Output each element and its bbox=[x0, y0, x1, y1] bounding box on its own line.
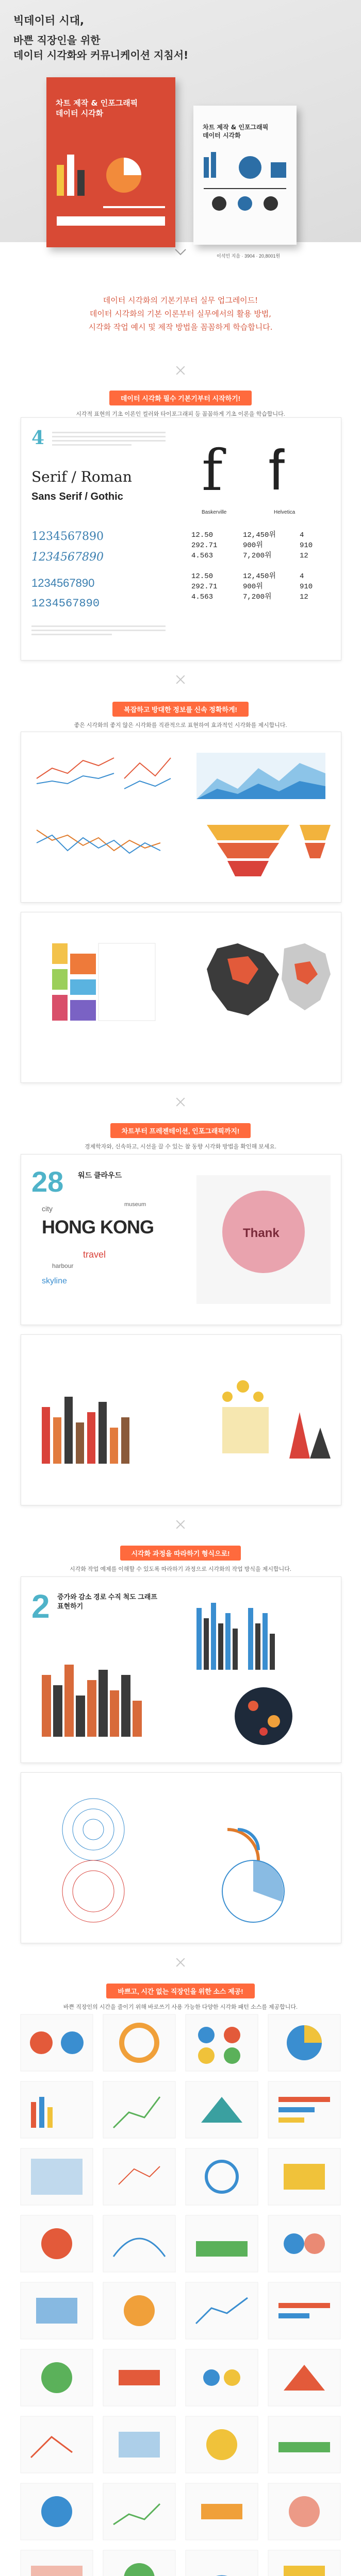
section-divider-x bbox=[176, 366, 185, 375]
svg-text:skyline: skyline bbox=[42, 1277, 67, 1285]
number-sample-2: 1234567890 bbox=[31, 551, 104, 564]
section-2-preview-a bbox=[21, 732, 341, 903]
book-red-illustration bbox=[46, 134, 175, 237]
serif-sample: Serif / Roman bbox=[31, 468, 132, 485]
hero-banner bbox=[0, 0, 361, 259]
svg-text:travel: travel bbox=[83, 1249, 106, 1260]
step-by-step-illustration bbox=[21, 1577, 341, 1762]
intro-line3: 시각화 작업 예시 및 제작 방법을 꼼꼼하게 학습합니다. bbox=[88, 323, 273, 332]
section-3-preview-b bbox=[21, 1334, 341, 1505]
section-1-preview: 4 Serif / Roman Sans Serif / Gothic 1234567890 1234567890 1234567890 1234567890 f f Baskerville Helvetica 12.50 292.71 4.563 12,450위 900위 7,200위 4 910 12 12.50 292.71 4.563 12,450위 900위 7,200위 4 910 12 bbox=[21, 417, 341, 660]
hero-title-line2: 바쁜 직장인을 위한 데이터 시각화와 커뮤니케이션 지침서! bbox=[13, 34, 189, 61]
intro-line1: 데이터 시각화의 기본기부터 실무 업그레이드! bbox=[103, 296, 258, 305]
section-2-subtitle: 좋은 시각화의 좋지 않은 시각화를 직관적으로 표현하여 효과적인 시각화를 제시합니다. bbox=[74, 722, 287, 728]
chart-source-thumbnails bbox=[21, 2014, 340, 2576]
chart-spread-illustration bbox=[21, 732, 341, 902]
section-5-subtitle: 바쁜 직장인의 시간을 줄이기 위해 바로쓰기 사용 가능한 다양한 시각화 패턴 소스를 제공합니다. bbox=[63, 2004, 298, 2010]
font-label-a: Baskerville bbox=[202, 510, 227, 515]
section-divider-x bbox=[176, 1520, 185, 1529]
number-sample-4: 1234567890 bbox=[31, 597, 100, 610]
number-sample-1: 1234567890 bbox=[31, 530, 104, 543]
section-divider-x bbox=[176, 1097, 185, 1107]
book-white-title: 차트 제작 & 인포그래픽 데이터 시각화 bbox=[203, 124, 269, 139]
section-4-subtitle: 시각화 작업 예제를 이해할 수 있도록 따라하기 과정으로 시각화의 작업 방식을 제시합니다. bbox=[70, 1566, 291, 1572]
section-divider-x bbox=[176, 675, 185, 684]
intro-line2: 데이터 시각화의 기본 이론부터 실무에서의 활용 방법, bbox=[89, 309, 272, 318]
glyph-sans: f bbox=[269, 438, 285, 502]
glyph-serif: f bbox=[202, 437, 223, 503]
section-4-pill: 시각화 과정을 따라하기 형식으로! bbox=[120, 1546, 241, 1561]
chapter-title: 워드 클라우드 bbox=[78, 1171, 122, 1179]
section-5-header bbox=[21, 1984, 340, 2011]
svg-text:Thank: Thank bbox=[243, 1226, 280, 1240]
book-red-title: 차트 제작 & 인포그래픽 데이터 시각화 bbox=[56, 98, 138, 118]
chapter-number: 4 bbox=[31, 427, 45, 449]
section-2-preview-b bbox=[21, 912, 341, 1083]
section-3-preview-a bbox=[21, 1154, 341, 1325]
radial-chart-illustration bbox=[21, 1773, 341, 1943]
book-cover-white bbox=[193, 106, 297, 245]
section-divider-x bbox=[176, 1958, 185, 1967]
chevron-down-icon bbox=[170, 242, 191, 263]
section-4-preview-a bbox=[21, 1577, 341, 1763]
chapter-title: 증가와 감소 경로 수직 척도 그래프 표현하기 bbox=[57, 1593, 157, 1610]
hero-title-highlight: 데이터 시각화와 커뮤니케이션 지침서! bbox=[13, 49, 189, 61]
sans-sample: Sans Serif / Gothic bbox=[31, 491, 123, 502]
chapter-number: 28 bbox=[31, 1165, 64, 1198]
section-3-subtitle: 경제학자와, 신속하고, 시선을 끌 수 있는 참 동향 시각화 방법을 확인해 보세요. bbox=[84, 1144, 277, 1150]
word-cloud-main: HONG KONG bbox=[42, 1216, 154, 1238]
infographic-spread bbox=[21, 1335, 341, 1505]
text-lines bbox=[31, 623, 166, 638]
text-lines bbox=[52, 429, 166, 448]
intro-text bbox=[0, 294, 361, 334]
chart-spread-illustration-2 bbox=[21, 912, 341, 1082]
svg-text:museum: museum bbox=[124, 1201, 146, 1208]
section-2-header bbox=[21, 702, 340, 729]
font-label-b: Helvetica bbox=[274, 510, 296, 515]
section-3-header bbox=[21, 1123, 340, 1150]
svg-text:harbour: harbour bbox=[52, 1262, 74, 1269]
section-2-pill: 복잡하고 방대한 정보를 신속 정확하게! bbox=[112, 702, 249, 717]
section-3-pill: 차트부터 프레젠테이션, 인포그래픽까지! bbox=[110, 1123, 251, 1138]
section-1-header bbox=[21, 391, 340, 418]
source-thumbnails-grid bbox=[21, 2014, 340, 2576]
book-white-illustration bbox=[193, 147, 297, 234]
section-1-subtitle: 시각적 표현의 기초 이론인 컬러와 타이포그래피 등 꼼꼼하게 기초 이론을 학습합니다. bbox=[76, 411, 285, 417]
section-4-preview-b bbox=[21, 1772, 341, 1943]
number-sample-3: 1234567890 bbox=[31, 577, 95, 589]
word-cloud-illustration bbox=[21, 1155, 341, 1325]
hero-title-line1: 빅데이터 시대, bbox=[13, 14, 85, 27]
chapter-number: 2 bbox=[31, 1588, 50, 1625]
svg-text:city: city bbox=[42, 1205, 53, 1213]
section-4-header bbox=[21, 1546, 340, 1573]
section-1-pill: 데이터 시각화 필수 기본기부터 시작하기! bbox=[109, 391, 252, 405]
book-author-line: 이석민 지음 · 3904 · 20,8001원 bbox=[217, 253, 281, 259]
down-arrow-divider bbox=[0, 242, 361, 265]
book-cover-red bbox=[46, 77, 175, 247]
section-5-pill: 바쁘고, 시간 없는 직장인을 위한 소스 제공! bbox=[106, 1984, 254, 1998]
